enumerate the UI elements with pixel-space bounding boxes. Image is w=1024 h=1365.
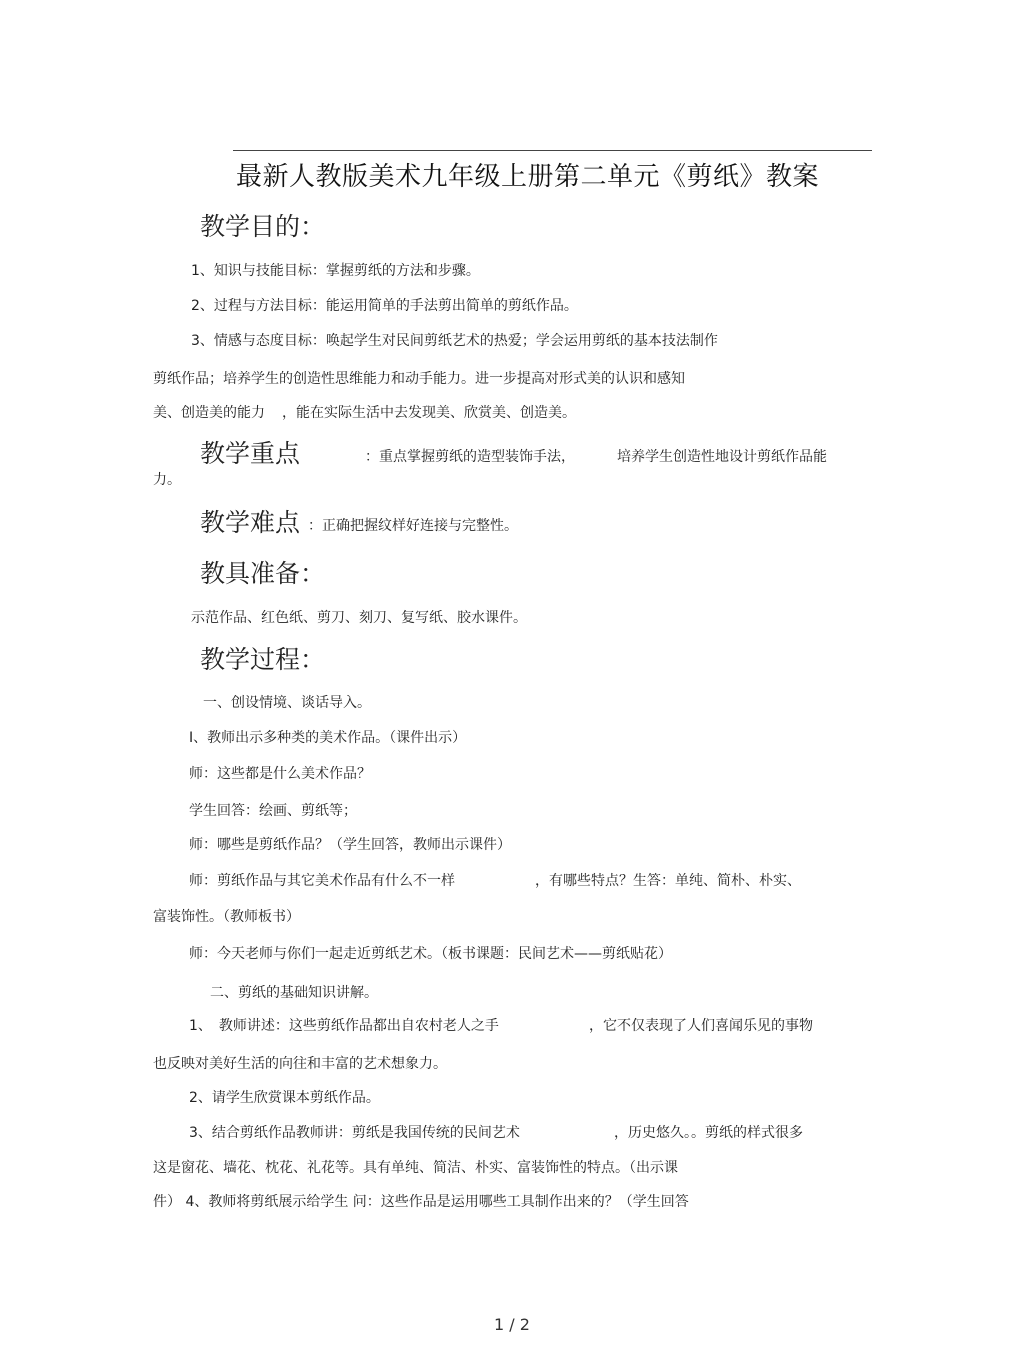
key-points-text-a: ：重点掌握剪纸的造型装饰手法， xyxy=(365,449,575,465)
objective-line-2: 2、过程与方法目标：能运用简单的手法剪出简单的剪纸作品。 xyxy=(191,298,578,314)
key-points-text-b: 培养学生创造性地设计剪纸作品能 xyxy=(617,449,827,465)
process-line-12: 2、请学生欣赏课本剪纸作品。 xyxy=(189,1090,380,1106)
title-rule xyxy=(233,150,872,151)
heading-objectives: 教学目的： xyxy=(200,212,326,241)
process-line-6b: ，有哪些特点？生答：单纯、简朴、朴实、 xyxy=(535,873,801,889)
page-indicator: 1 / 2 xyxy=(494,1315,530,1334)
document-title: 最新人教版美术九年级上册第二单元《剪纸》教案 xyxy=(236,162,820,192)
heading-difficulties: 教学难点 xyxy=(200,508,301,537)
process-line-9: 二、剪纸的基础知识讲解。 xyxy=(210,985,378,1001)
process-line-8: 师：今天老师与你们一起走近剪纸艺术。（板书课题：民间艺术——剪纸贴花） xyxy=(189,946,672,962)
process-line-10a: 1、 教师讲述：这些剪纸作品都出自农村老人之手 xyxy=(189,1018,499,1034)
materials-text: 示范作品、红色纸、剪刀、刻刀、复写纸、胶水课件。 xyxy=(191,610,527,626)
key-points-text-c: 力。 xyxy=(153,472,181,488)
objective-line-1: 1、知识与技能目标：掌握剪纸的方法和步骤。 xyxy=(191,263,480,279)
heading-process: 教学过程： xyxy=(200,645,326,674)
process-line-2: I、教师出示多种类的美术作品。（课件出示） xyxy=(189,730,467,746)
process-line-10b: ，它不仅表现了人们喜闻乐见的事物 xyxy=(589,1018,813,1034)
process-line-1: 一、创设情境、谈话导入。 xyxy=(203,695,371,711)
process-line-11: 也反映对美好生活的向往和丰富的艺术想象力。 xyxy=(153,1056,447,1072)
heading-materials: 教具准备： xyxy=(200,559,326,588)
process-line-7: 富装饰性。（教师板书） xyxy=(153,909,300,925)
process-line-14: 这是窗花、墙花、枕花、礼花等。具有单纯、简洁、朴实、富装饰性的特点。（出示课 xyxy=(153,1160,678,1176)
process-line-3: 师：这些都是什么美术作品？ xyxy=(189,766,371,782)
process-line-13a: 3、结合剪纸作品教师讲：剪纸是我国传统的民间艺术 xyxy=(189,1125,520,1141)
heading-key-points: 教学重点 xyxy=(200,439,301,468)
process-line-6a: 师：剪纸作品与其它美术作品有什么不一样 xyxy=(189,873,455,889)
process-line-15: 件） 4、教师将剪纸展示给学生 问：这些作品是运用哪些工具制作出来的？（学生回答 xyxy=(153,1194,689,1210)
process-line-13b: ，历史悠久。。剪纸的样式很多 xyxy=(614,1125,803,1141)
process-line-4: 学生回答：绘画、剪纸等； xyxy=(189,803,357,819)
objective-line-4: 剪纸作品；培养学生的创造性思维能力和动手能力。进一步提高对形式美的认识和感知 xyxy=(153,371,685,387)
difficulties-text: ：正确把握纹样好连接与完整性。 xyxy=(308,518,518,534)
objective-line-3: 3、情感与态度目标：唤起学生对民间剪纸艺术的热爱；学会运用剪纸的基本技法制作 xyxy=(191,333,718,349)
process-line-5: 师：哪些是剪纸作品？（学生回答，教师出示课件） xyxy=(189,837,511,853)
objective-line-5a: 美、创造美的能力 xyxy=(153,405,265,421)
objective-line-5b: ，能在实际生活中去发现美、欣赏美、创造美。 xyxy=(282,405,576,421)
